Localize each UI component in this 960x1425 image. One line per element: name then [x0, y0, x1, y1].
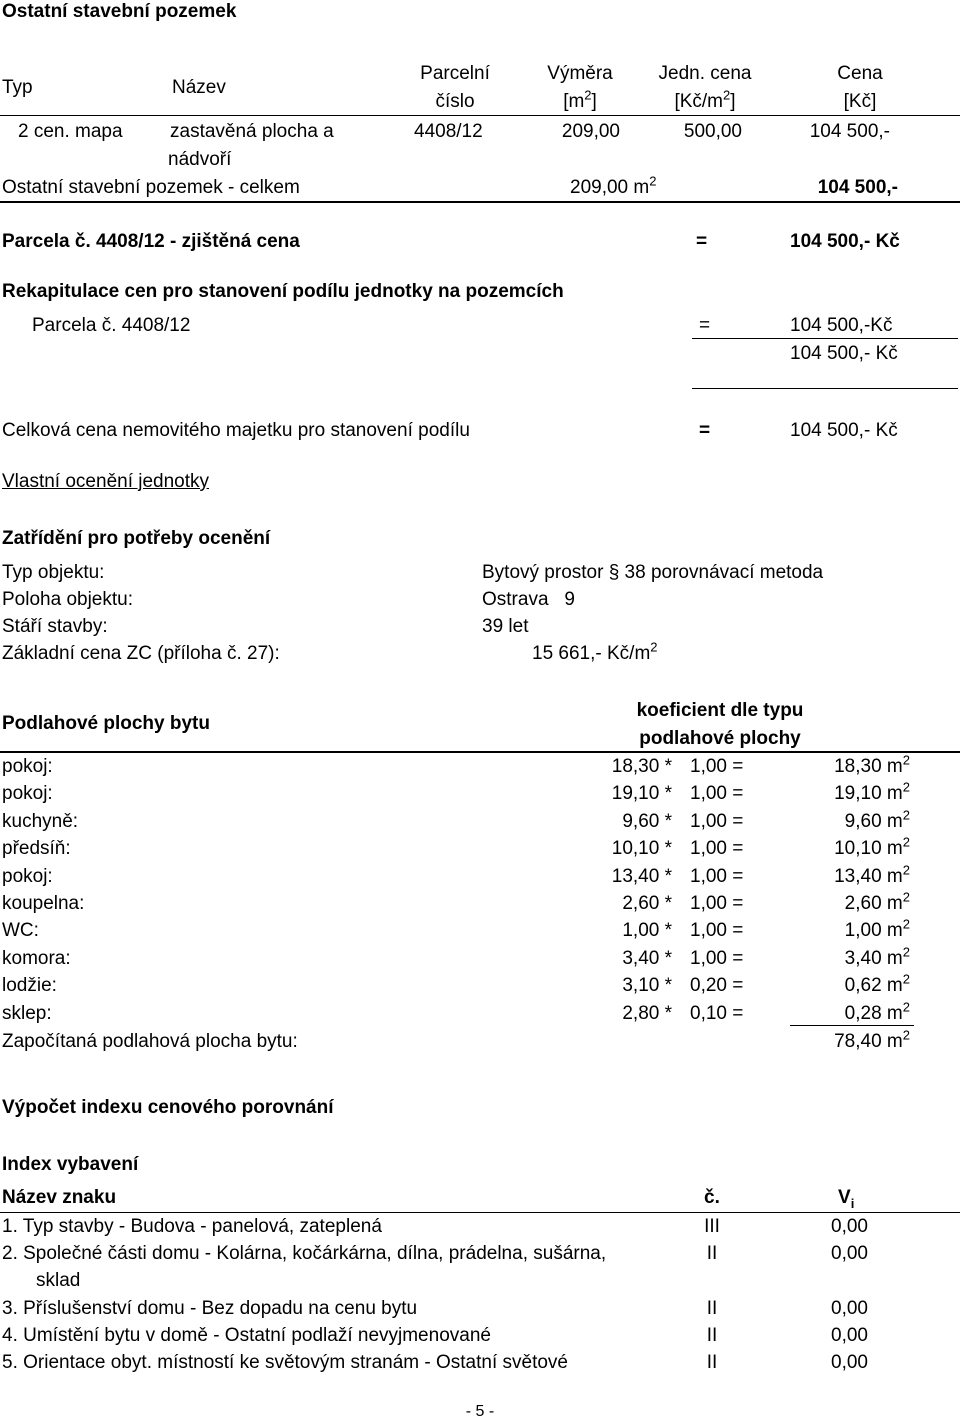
- floor-header-divider: [0, 751, 960, 753]
- floor-row-result: 3,40 $m^2$: [844, 944, 910, 969]
- floor-row-result: 10,10 $m^2$: [834, 834, 910, 859]
- total-price: 104 500,-: [817, 177, 898, 198]
- row-cena: 104 500,-: [809, 121, 890, 142]
- floor-row-coef: 1,00 =: [690, 920, 744, 941]
- index-col-v: $V_i$: [838, 1187, 855, 1211]
- floor-row-name: koupelna:: [2, 893, 85, 914]
- floor-total-label: Započítaná podlahová plocha bytu:: [2, 1031, 298, 1052]
- floor-row-area: 3,40 *: [622, 948, 672, 969]
- floor-total-value: 78,40 $m^2$: [834, 1027, 910, 1052]
- recap-line-2: [692, 388, 958, 389]
- floor-row-coef: 1,00 =: [690, 756, 744, 777]
- header-vymera: Výměra: [547, 63, 613, 84]
- index-col-name: Název znaku: [2, 1187, 117, 1208]
- floor-coef-header-1: koeficient dle typu: [636, 700, 804, 721]
- row-parcel: 4408/12: [414, 121, 483, 142]
- row-vymera: 209,00: [561, 121, 620, 142]
- floor-row-result: 1,00 $m^2$: [844, 916, 910, 941]
- section-title: Ostatní stavební pozemek: [2, 1, 237, 22]
- floor-row-result: 0,28 $m^2$: [844, 999, 910, 1024]
- floor-row-name: pokoj:: [2, 783, 53, 804]
- class-label-type: Typ objektu:: [2, 562, 105, 583]
- header-cena: Cena: [837, 63, 883, 84]
- index-row-name: 1. Typ stavby - Budova - panelová, zateplená: [2, 1216, 382, 1237]
- floor-row-area: 10,10 *: [611, 838, 672, 859]
- page-number: - 5 -: [465, 1403, 495, 1420]
- floor-row-coef: 1,00 =: [690, 893, 744, 914]
- total-line-eq: =: [699, 420, 711, 441]
- row-typ: 2 cen. mapa: [18, 121, 123, 142]
- index-row-v: 0,00: [831, 1298, 868, 1319]
- class-label-base-price: Základní cena ZC (příloha č. 27):: [2, 643, 280, 664]
- floor-row-result: 2,60 $m^2$: [844, 889, 910, 914]
- index-row-name-cont: sklad: [36, 1270, 81, 1291]
- floor-row-area: 1,00 *: [622, 920, 672, 941]
- class-value-type: Bytový prostor § 38 porovnávací metoda: [482, 562, 824, 583]
- unit-valuation-heading: Vlastní ocenění jednotky: [2, 471, 210, 492]
- row-jedn: 500,00: [683, 121, 742, 142]
- total-label: Ostatní stavební pozemek - celkem: [2, 177, 300, 198]
- total-line-value: 104 500,- Kč: [790, 420, 898, 441]
- class-label-age: Stáří stavby:: [2, 616, 108, 637]
- recap-title: Rekapitulace cen pro stanovení podílu jednotky na pozemcích: [2, 281, 564, 302]
- recap-sum-value: 104 500,- Kč: [790, 343, 898, 364]
- row-nazev: zastavěná plocha a: [170, 121, 334, 142]
- header-jedn-unit: $[Kč/m^2]$: [674, 87, 736, 112]
- index-header-divider: [0, 1212, 960, 1213]
- index-row-c: II: [706, 1352, 718, 1373]
- index-row-name: 4. Umístění bytu v domě - Ostatní podlaží nevyjmenované: [2, 1325, 491, 1346]
- floor-row-result: 13,40 $m^2$: [834, 862, 910, 887]
- floor-row-name: pokoj:: [2, 756, 53, 777]
- floor-row-area: 2,60 *: [622, 893, 672, 914]
- index-row-v: 0,00: [831, 1325, 868, 1346]
- floor-row-coef: 0,20 =: [690, 975, 744, 996]
- floor-row-coef: 1,00 =: [690, 811, 744, 832]
- floor-row-coef: 1,00 =: [690, 948, 744, 969]
- floor-coef-header-2: podlahové plochy: [639, 728, 801, 749]
- index-row-name: 2. Společné části domu - Kolárna, kočárkárna, dílna, prádelna, sušárna,: [2, 1243, 607, 1264]
- header-divider: [0, 115, 960, 116]
- index-row-v: 0,00: [831, 1352, 868, 1373]
- floor-row-result: 19,10 $m^2$: [834, 779, 910, 804]
- floor-row-coef: 0,10 =: [690, 1003, 744, 1024]
- floor-row-area: 2,80 *: [622, 1003, 672, 1024]
- index-row-c: II: [706, 1298, 718, 1319]
- parcel-eq: =: [696, 231, 708, 252]
- floor-row-name: WC:: [2, 920, 39, 941]
- floor-row-area: 18,30 *: [611, 756, 672, 777]
- recap-item-value: 104 500,-Kč: [790, 315, 893, 336]
- total-line-label: Celková cena nemovitého majetku pro stanovení podílu: [2, 420, 470, 441]
- floor-row-coef: 1,00 =: [690, 783, 744, 804]
- floor-row-name: pokoj:: [2, 866, 53, 887]
- index-row-c: II: [706, 1243, 718, 1264]
- header-cislo: číslo: [435, 91, 475, 112]
- header-nazev: Název: [172, 77, 226, 98]
- floor-row-area: 19,10 *: [611, 783, 672, 804]
- floor-row-result: 9,60 $m^2$: [844, 807, 910, 832]
- floor-row-name: kuchyně:: [2, 811, 79, 832]
- header-typ: Typ: [2, 77, 33, 98]
- header-jedn-cena: Jedn. cena: [658, 63, 752, 84]
- index-row-c: III: [704, 1216, 720, 1237]
- index-subtitle: Index vybavení: [2, 1154, 139, 1175]
- floor-title: Podlahové plochy bytu: [2, 713, 210, 734]
- floor-row-coef: 1,00 =: [690, 866, 744, 887]
- floor-row-area: 13,40 *: [611, 866, 672, 887]
- floor-row-area: 3,10 *: [622, 975, 672, 996]
- index-title: Výpočet indexu cenového porovnání: [2, 1097, 334, 1118]
- index-row-v: 0,00: [831, 1243, 868, 1264]
- classification-title: Zatřídění pro potřeby ocenění: [2, 528, 271, 549]
- floor-row-name: předsíň:: [2, 838, 71, 859]
- class-value-age: 39 let: [482, 616, 529, 637]
- floor-row-result: 18,30 $m^2$: [834, 752, 910, 777]
- recap-line-1: [692, 338, 958, 339]
- index-col-c: č.: [704, 1187, 720, 1208]
- row-nazev-2: nádvoří: [168, 149, 232, 170]
- floor-sum-line: [790, 1025, 914, 1026]
- recap-eq: =: [699, 315, 711, 336]
- parcel-label: Parcela č. 4408/12 - zjištěná cena: [2, 231, 300, 252]
- header-cena-unit: [Kč]: [843, 91, 877, 112]
- total-divider: [0, 201, 960, 203]
- index-row-c: II: [706, 1325, 718, 1346]
- floor-row-result: 0,62 $m^2$: [844, 971, 910, 996]
- class-label-location: Poloha objektu:: [2, 589, 133, 610]
- index-row-v: 0,00: [831, 1216, 868, 1237]
- floor-row-coef: 1,00 =: [690, 838, 744, 859]
- header-vymera-unit: $[m^2]$: [563, 87, 597, 112]
- floor-row-name: komora:: [2, 948, 71, 969]
- index-row-name: 3. Příslušenství domu - Bez dopadu na cenu bytu: [2, 1298, 418, 1319]
- recap-item-label: Parcela č. 4408/12: [32, 315, 191, 336]
- class-value-location: Ostrava 9: [482, 589, 575, 610]
- total-area: 209,00 $m^2$: [570, 173, 657, 198]
- header-parcelni: Parcelní: [420, 63, 490, 84]
- floor-row-name: sklep:: [2, 1003, 52, 1024]
- floor-row-name: lodžie:: [2, 975, 57, 996]
- floor-row-area: 9,60 *: [622, 811, 672, 832]
- index-row-name: 5. Orientace obyt. místností ke světovým stranám - Ostatní světové: [2, 1352, 568, 1373]
- class-value-base-price: 15 661,- $Kč/m^2$: [532, 639, 658, 664]
- parcel-value: 104 500,- Kč: [790, 231, 900, 252]
